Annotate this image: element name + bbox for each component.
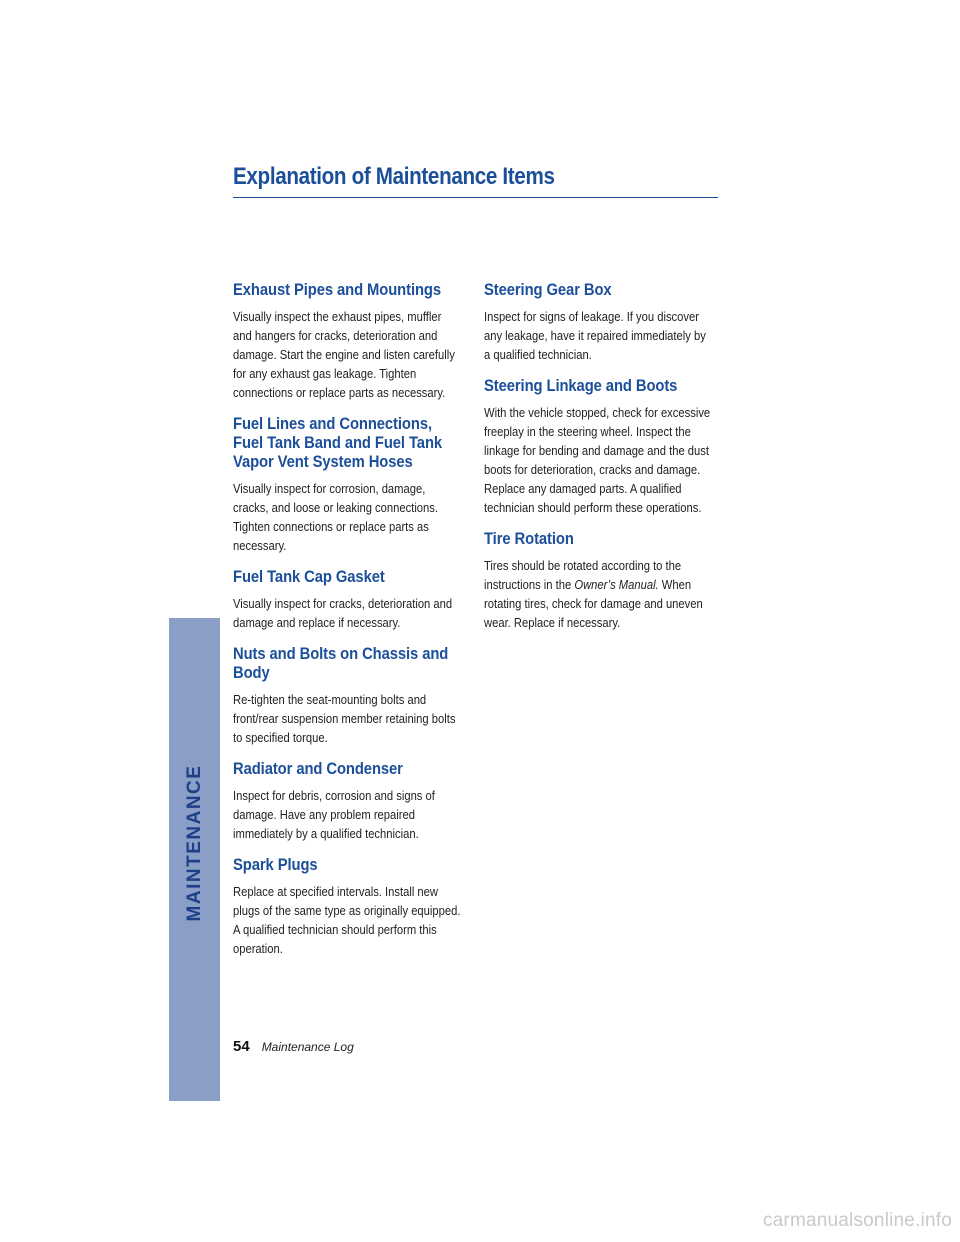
section-heading: Fuel Lines and Connections, Fuel Tank Band and Fuel Tank Vapor Vent System Hoses <box>233 414 443 471</box>
section-body: Visually inspect the exhaust pipes, muffler and hangers for cracks, deterioration and damage. Start the engine and listen carefully for any exhaust gas leakage. Tighten connections or replace parts as necessary. <box>233 309 455 400</box>
title-divider <box>233 197 718 198</box>
section-body: Inspect for signs of leakage. If you discover any leakage, have it repaired immediately by a qualified technician. <box>484 309 706 362</box>
section-nuts-bolts <box>233 644 463 747</box>
section-exhaust-pipes <box>233 280 463 402</box>
section-heading: Tire Rotation <box>484 529 574 548</box>
page-title: Explanation of Maintenance Items <box>233 163 555 190</box>
section-radiator <box>233 759 463 843</box>
section-heading: Spark Plugs <box>233 855 318 874</box>
owners-manual-reference: Owner’s Manual. <box>574 577 659 592</box>
section-heading: Exhaust Pipes and Mountings <box>233 280 442 299</box>
section-body: Visually inspect for corrosion, damage, cracks, and loose or leaking connections. Tighten connections or replace parts as necessary. <box>233 481 439 553</box>
section-body: Re-tighten the seat-mounting bolts and front/rear suspension member retaining bolts to specified torque. <box>233 692 456 745</box>
section-body: Inspect for debris, corrosion and signs of damage. Have any problem repaired immediately by a qualified technician. <box>233 788 435 841</box>
section-heading: Radiator and Condenser <box>233 759 403 778</box>
side-tab-label: MAINTENANCE <box>183 764 205 922</box>
section-steering-gear-box <box>484 280 714 364</box>
section-body <box>484 556 712 632</box>
page-number: 54 <box>233 1038 250 1055</box>
section-heading: Nuts and Bolts on Chassis and Body <box>233 644 449 682</box>
section-fuel-tank-cap <box>233 567 463 632</box>
side-tab <box>169 618 220 1101</box>
section-spark-plugs <box>233 855 463 958</box>
left-column <box>233 280 463 970</box>
right-column <box>484 280 714 644</box>
section-body: Visually inspect for cracks, deterioration and damage and replace if necessary. <box>233 596 453 630</box>
body-text: Tires should be rotated according to the instructions in the <box>484 558 682 592</box>
section-tire-rotation <box>484 529 714 632</box>
section-steering-linkage <box>484 376 714 517</box>
section-body: With the vehicle stopped, check for excessive freeplay in the steering wheel. Inspect the linkage for bending and damage and the dust boots for deterioration, cracks and damage. Replace any damaged parts. A qualified technician should perform these operations. <box>484 405 711 515</box>
section-body: Replace at specified intervals. Install new plugs of the same type as originally equipped. A qualified technician should perform this operation. <box>233 884 461 956</box>
footer-label: Maintenance Log <box>261 1040 354 1054</box>
body-text: When rotating tires, check for damage and uneven wear. Replace if necessary. <box>484 577 703 630</box>
watermark: carmanualsonline.info <box>762 1210 952 1231</box>
section-heading: Steering Linkage and Boots <box>484 376 678 395</box>
section-heading: Fuel Tank Cap Gasket <box>233 567 385 586</box>
section-fuel-lines <box>233 414 463 555</box>
section-heading: Steering Gear Box <box>484 280 612 299</box>
page-footer <box>233 1038 354 1055</box>
